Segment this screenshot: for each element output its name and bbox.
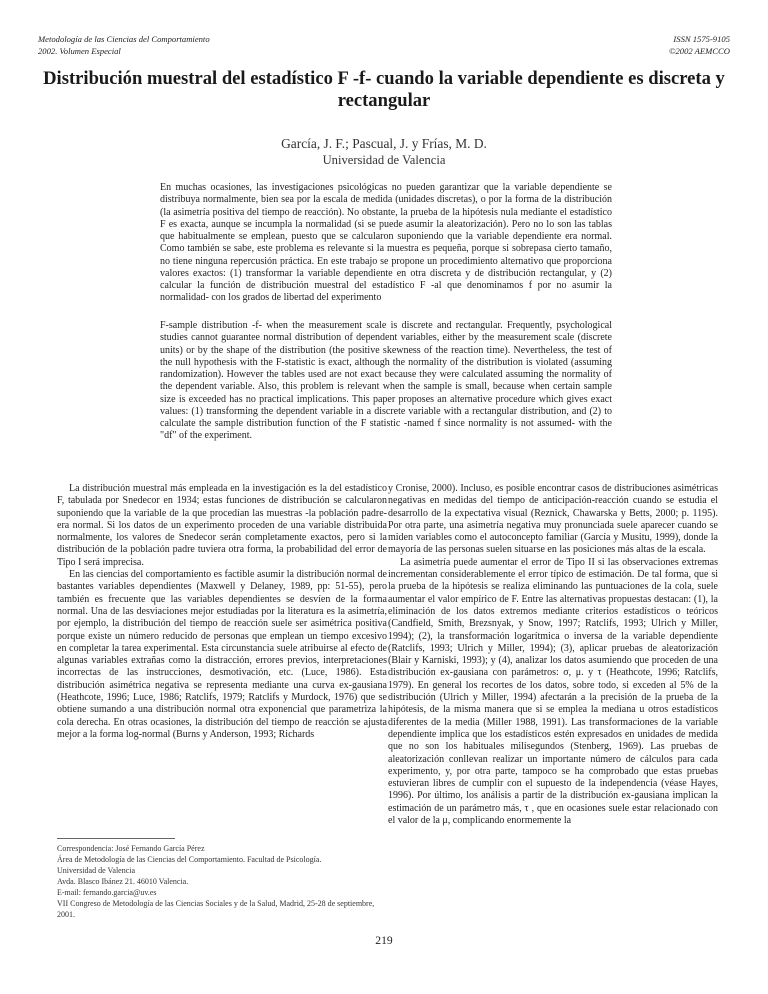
abstract-spanish: En muchas ocasiones, las investigaciones psicológicas no pueden garantizar que la variable dependiente se distribuya normalmente, bien sea por la escala de medida (unidades discretas), o por la forma de la distribución (la asimetría positiva del tiempo de reacción). No obstante, la prueba de la hipótesis nula mediante el estadístico F es exacta, aunque se incumpla la normalidad (si se puede asumir la aleatorización). Pero no lo son las tablas que habitualmente se emplean, puesto que se calcularon suponiendo que la variable dependiente era normal. Como también se sabe, este problema es relevante si la muestra es pequeña, porque si sobrepasa cierto tamaño, no tiene ninguna repercusión práctica. En este trabajo se propone un procedimiento alternativo que proporciona valores exactos: (1) transformar la variable dependiente en otra discreta y de distribución rectangular, y (2) calcular la función de distribución muestral del estadístico F -al que denominamos f por no asumir la normalidad- con los grados de libertad del experimento [160,182,612,304]
copyright: ©2002 AEMCCO [668,45,730,56]
authors: García, J. F.; Pascual, J. y Frías, M. D. [281,136,487,151]
paragraph: La asimetría puede aumentar el error de Tipo II si las observaciones extremas incrementan considerablemente el error típico de estimación. De tal forma, que si la prueba de la hipótesis se realiza eliminando las puntuaciones de la cola, suele aumentar el valor empírico de F. Entre las alternativas propuestas destacan: (1), la eliminación de los datos extremos mediante criterios estadísticos o teóricos (Candfield, Smith, Brezsnyak, y Snow, 1997; Ratclifs, 1993; Ulrich y Miller, 1994); (2), la transformación logarítmica o inversa de la variable dependiente (Ratclifs, 1993; Ulrich y Miller, 1994); (3), aplicar pruebas de aleatorización (Blair y Karniski, 1993); y (4), analizar los datos asumiendo que proceden de una distribución ex-gausiana con parámetros: σ, μ. y τ (Heathcote, 1996; Ratclifs, 1979). En general los recortes de los datos, sobre todo, si exceden al 5% de la distribución (Ulrich y Miller, 1994) afectarán a la precisión de la prueba de la hipótesis, de la misma manera que si se emplea la mediana u otros estadísticos diferentes de la media (Miller 1988, 1991). Las transformaciones de la variable dependiente implica que los estadísticos estén expresados en unidades de medida que no son los habituales milisegundos (Stenberg, 1969). Las pruebas de aleatorización conllevan realizar un importante número de cálculos para cada experimento, y, por otra parte, tampoco se ha comprobado que estas pruebas estuvieran libres de cumplir con el supuesto de la independencia (véase Hayes, 1996). Por último, los análisis a partir de la distribución ex-gausiana implican la estimación de un parámetro más, τ , que en ocasiones suele estar relacionado con el valor de la μ, complicando enormemente la [388,556,718,827]
footnote-line: Universidad de Valencia [57,866,136,875]
footnote-email: E-mail: fernando.garcia@uv.es [57,888,157,897]
body-column-left [57,483,387,741]
paragraph: En las ciencias del comportamiento es factible asumir la distribución normal de bastantes variables dependientes (Maxwell y Delaney, 1989, pp: 51-55), pero también es frecuente que las variables dependientes se desvíen de la forma normal. Una de las desviaciones mejor estudiadas por la literatura es la asimetría, por ejemplo, la distribución del tiempo de reacción suele ser asimétrica positiva porque existe un número reducido de personas que emplean un tiempo excesivo en completar la tarea experimental. Esta circunstancia suele atribuirse al efecto de algunas variables extrañas como la distracción, errores previos, interpretaciones incorrectas de las instrucciones, desmotivación, etc. (Luce, 1986). Esta distribución asimétrica negativa se representa mediante una curva ex-gausiana (Heathcote, 1996; Luce, 1986; Ratclifs, 1979; Ratclifs y Murdock, 1976) que se obtiene sumando a una distribución normal otra exponencial que parametriza la cola derecha. En otras ocasiones, la distribución del tiempo de reacción se ajusta mejor a la forma log-normal (Burns y Anderson, 1993; Richards [57,569,387,740]
paper-title: Distribución muestral del estadístico F -f- cuando la variable dependiente es discreta y rectangular [43,68,725,111]
correspondence-footnote [57,843,377,920]
journal-header [38,34,210,57]
body-column-right [388,483,718,827]
journal-name: Metodología de las Ciencias del Comportamiento [38,34,210,44]
page-number: 219 [375,934,393,947]
paragraph: La distribución muestral más empleada en la investigación es la del estadístico F, tabulada por Snedecor en 1934; estas funciones de distribución se calcularon suponiendo que la variable de la que procedían las muestras -la población padre- era normal. Si los datos de un experimento proceden de una variable distribuida normalmente, los valores de Snedecor serán completamente exactos, pero si la distribución de la población padre tuviera otra forma, la probabilidad del error de Tipo I será imprecisa. [57,483,387,568]
journal-volume: 2002. Volumen Especial [38,45,121,56]
issn-header [669,34,730,57]
affiliation: Universidad de Valencia [322,153,446,167]
footnote-line: Avda. Blasco Ibánez 21. 46010 Valencia. [57,877,189,886]
paragraph: y Cronise, 2000). Incluso, es posible encontrar casos de distribuciones asimétricas negativas en medidas del tiempo de anticipación-reacción cuando se estudia el desarrollo de la expectativa visual (Reznick, Chawarska y Betts, 2000; p. 1195). Por otra parte, una asimetría negativa muy pronunciada suele aparecer cuando se miden variables como el autoconcepto familiar (García y Musitu, 1999), donde la mayoría de las personas suelen situarse en las posiciones más altas de la escala. [388,483,718,556]
footnote-divider [57,838,175,839]
abstract-english: F-sample distribution -f- when the measurement scale is discrete and rectangular. Frequently, psychological studies cannot guarantee normal distribution of dependent variables, either by the measurement scale (discrete units) or by the shape of the distribution (the positive skewness of the reaction time). Nevertheless, the test of the null hypothesis with the F-statistic is exact, although the normality of the distribution is violated (assuming randomization). However the tables used are not exact because they were calculated assuming the normality of the dependent variable. Also, this problem is relevant when the sample is small, because when certain sample size is exceeded has no practical implications. This paper proposes an alternative procedure which gives exact values: (1) transforming the dependent variable in a discrete variable with a rectangular distribution, and (2) to calculate the sample distribution function of the F statistic -named f since normality is not assumed- with the "df" of the experiment. [160,320,612,442]
footnote-line: Correspondencia: José Fernando García Pérez [57,844,205,853]
issn: ISSN 1575-9105 [673,34,730,44]
footnote-line: Área de Metodología de las Ciencias del Comportamiento. Facultad de Psicología. [57,855,322,864]
footnote-line: VII Congreso de Metodología de las Ciencias Sociales y de la Salud, Madrid, 25-28 de septiembre, 2001. [57,899,375,919]
